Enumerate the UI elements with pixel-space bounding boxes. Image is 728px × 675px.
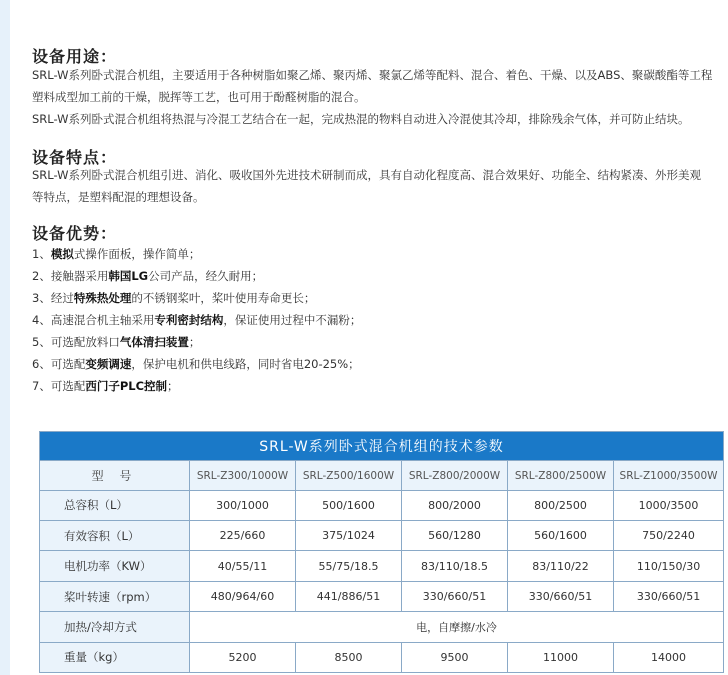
model-header: SRL-Z300/1000W bbox=[190, 461, 296, 490]
table-cell: 83/110/22 bbox=[508, 551, 614, 581]
table-cell: 55/75/18.5 bbox=[296, 551, 402, 581]
usage-line-2: 塑料成型加工前的干燥，脱挥等工艺，也可用于酚醛树脂的混合。 bbox=[32, 90, 366, 104]
spec-table bbox=[39, 431, 724, 673]
table-cell: 330/660/51 bbox=[402, 581, 508, 611]
advantage-text: 4、高速混合机主轴采用 bbox=[32, 313, 155, 327]
advantage-highlight: 韩国LG bbox=[108, 269, 149, 283]
table-cell-merged: 电，自摩擦/水冷 bbox=[190, 612, 724, 642]
advantage-item bbox=[32, 268, 263, 284]
table-row bbox=[40, 521, 724, 551]
table-cell: 330/660/51 bbox=[614, 581, 724, 611]
advantage-text: 2、接触器采用 bbox=[32, 269, 109, 283]
advantage-item bbox=[32, 312, 361, 328]
advantage-text: ； bbox=[167, 379, 179, 393]
table-cell: 5200 bbox=[190, 642, 296, 672]
table-cell: 1000/3500 bbox=[614, 490, 724, 520]
advantage-highlight: 特殊热处理 bbox=[73, 291, 132, 305]
model-header: SRL-Z1000/3500W bbox=[614, 461, 724, 490]
advantage-highlight: 模拟 bbox=[50, 247, 74, 261]
advantage-highlight: 变频调速 bbox=[85, 357, 132, 371]
advantage-item bbox=[32, 246, 200, 262]
table-cell: 11000 bbox=[508, 642, 614, 672]
features-line-1: SRL-W系列卧式混合机组引进、消化、吸收国外先进技术研制而成，具有自动化程度高、混合效果好、功能全、结构紧凑、外形美观 bbox=[32, 168, 702, 182]
table-cell: 750/2240 bbox=[614, 521, 724, 551]
model-header: SRL-Z800/2500W bbox=[508, 461, 614, 490]
advantage-item bbox=[32, 290, 315, 306]
usage-title: 设备用途： bbox=[32, 47, 118, 66]
row-label: 加热/冷却方式 bbox=[40, 612, 190, 642]
table-row bbox=[40, 551, 724, 581]
advantage-text: ； bbox=[188, 335, 201, 349]
features-title: 设备特点： bbox=[32, 148, 118, 167]
table-cell: 8500 bbox=[296, 642, 402, 672]
advantage-item bbox=[32, 378, 179, 394]
usage-line-3: SRL-W系列卧式混合机组将热混与冷混工艺结合在一起，完成热混的物料自动进入冷混使其冷却，排除残余气体，并可防止结块。 bbox=[32, 112, 690, 126]
table-row bbox=[40, 642, 724, 672]
advantage-text: 7、可选配 bbox=[32, 379, 86, 393]
table-cell: 225/660 bbox=[190, 521, 296, 551]
row-label: 总容积（L） bbox=[40, 490, 190, 520]
model-header: SRL-Z500/1600W bbox=[296, 461, 402, 490]
advantage-highlight: 西门子PLC控制 bbox=[85, 379, 168, 393]
table-cell: 330/660/51 bbox=[508, 581, 614, 611]
table-cell: 441/886/51 bbox=[296, 581, 402, 611]
table-cell: 375/1024 bbox=[296, 521, 402, 551]
table-cell: 800/2000 bbox=[402, 490, 508, 520]
advantage-text: ，保证使用过程中不漏粉； bbox=[223, 313, 362, 327]
table-header-row bbox=[40, 461, 724, 490]
table-cell: 110/150/30 bbox=[614, 551, 724, 581]
table-caption: SRL-W系列卧式混合机组的技术参数 bbox=[40, 432, 724, 461]
table-cell: 560/1280 bbox=[402, 521, 508, 551]
table-cell: 480/964/60 bbox=[190, 581, 296, 611]
model-header: SRL-Z800/2000W bbox=[402, 461, 508, 490]
features-line-2: 等特点，是塑料配混的理想设备。 bbox=[32, 190, 205, 204]
usage-line-1: SRL-W系列卧式混合机组，主要适用于各种树脂如聚乙烯、聚丙烯、聚氯乙烯等配料、混合、着色、干燥、以及ABS、聚碳酸酯等工程 bbox=[32, 68, 713, 82]
advantage-text: 3、经过 bbox=[32, 291, 74, 305]
table-cell: 500/1600 bbox=[296, 490, 402, 520]
table-row bbox=[40, 490, 724, 520]
table-cell: 14000 bbox=[614, 642, 724, 672]
advantage-text: 6、可选配 bbox=[32, 357, 86, 371]
table-cell: 800/2500 bbox=[508, 490, 614, 520]
table-caption-row bbox=[40, 432, 724, 461]
advantage-item bbox=[32, 334, 200, 350]
advantage-text: 的不锈钢桨叶，桨叶使用寿命更长； bbox=[131, 291, 316, 305]
row-label: 有效容积（L） bbox=[40, 521, 190, 551]
table-row bbox=[40, 612, 724, 642]
advantage-item bbox=[32, 356, 360, 372]
advantage-text: 公司产品，经久耐用； bbox=[148, 269, 264, 283]
advantage-text: 1、 bbox=[32, 247, 51, 261]
row-label: 桨叶转速（rpm） bbox=[40, 581, 190, 611]
table-cell: 560/1600 bbox=[508, 521, 614, 551]
table-cell: 40/55/11 bbox=[190, 551, 296, 581]
advantage-text: 式操作面板，操作简单； bbox=[73, 247, 201, 261]
table-cell: 83/110/18.5 bbox=[402, 551, 508, 581]
table-row bbox=[40, 581, 724, 611]
model-label: 型 号 bbox=[40, 461, 190, 490]
advantage-highlight: 专利密封结构 bbox=[154, 313, 224, 327]
table-cell: 9500 bbox=[402, 642, 508, 672]
row-label: 重量（kg） bbox=[40, 642, 190, 672]
left-page-strip bbox=[0, 0, 10, 675]
advantage-text: 5、可选配放料口 bbox=[32, 335, 120, 349]
table-cell: 300/1000 bbox=[190, 490, 296, 520]
advantage-highlight: 气体清扫装置 bbox=[119, 335, 189, 349]
row-label: 电机功率（KW） bbox=[40, 551, 190, 581]
advantage-text: ，保护电机和供电线路，同时省电20-25%； bbox=[131, 357, 360, 371]
advantages-title: 设备优势： bbox=[32, 224, 118, 243]
